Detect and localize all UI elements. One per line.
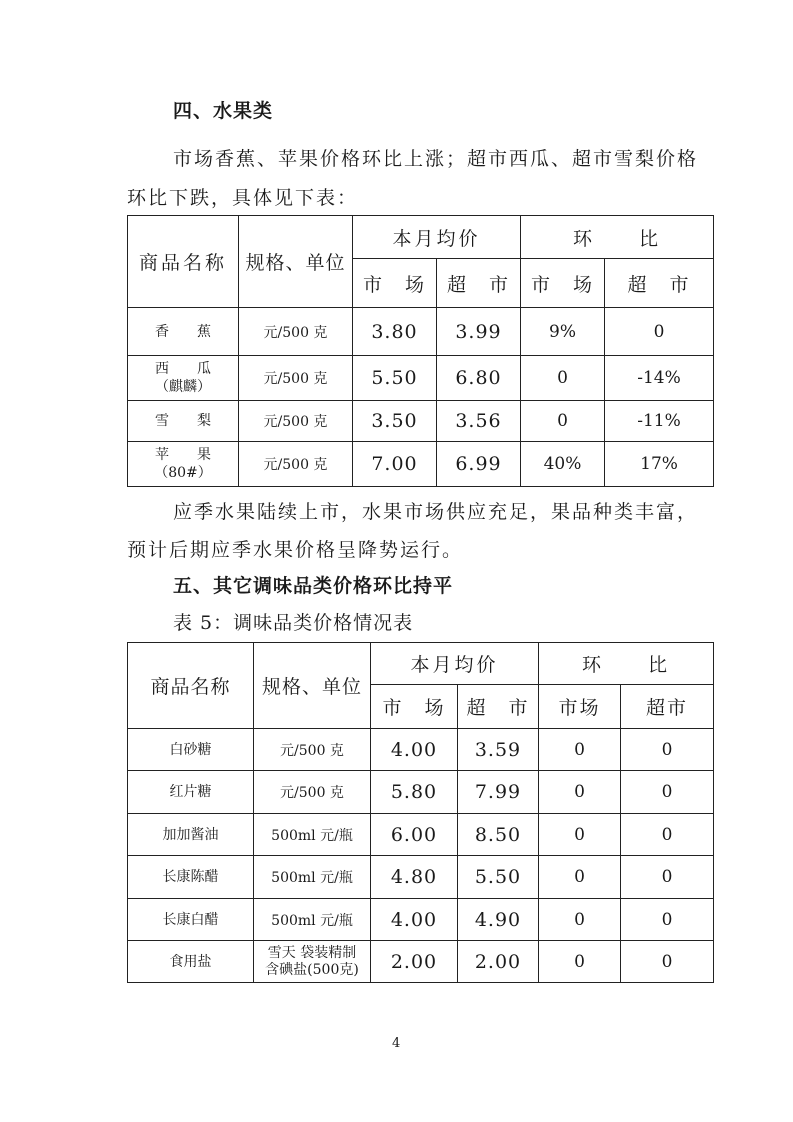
cell-spec: 元/500 克	[254, 729, 371, 771]
cell-supermarket-price: 6.80	[437, 356, 521, 401]
table-caption: 表 5：调味品类价格情况表	[173, 612, 414, 634]
cell-spec: 元/500 克	[239, 442, 353, 487]
cell-name: 加加酱油	[128, 814, 254, 856]
cell-market-price: 4.00	[371, 899, 458, 941]
cell-spec: 雪天 袋装精制 含碘盐(500克)	[254, 941, 371, 983]
table-header-row	[128, 216, 714, 259]
cell-mom-market: 0	[521, 401, 605, 442]
cell-market-price: 3.50	[353, 401, 437, 442]
cell-mom-supermarket: 0	[621, 899, 714, 941]
cell-supermarket-price: 3.99	[437, 308, 521, 356]
header-name: 商品名称	[128, 216, 239, 308]
cell-spec: 500ml 元/瓶	[254, 814, 371, 856]
header-market: 市 场	[353, 259, 437, 308]
cell-spec: 元/500 克	[239, 356, 353, 401]
header-mom-supermarket: 超市	[621, 685, 714, 729]
fruit-intro-line2: 环比下跌，具体见下表：	[127, 187, 359, 209]
cell-spec: 500ml 元/瓶	[254, 856, 371, 899]
header-mom: 环 比	[539, 643, 714, 685]
cell-mom-supermarket: -14%	[605, 356, 714, 401]
header-supermarket: 超 市	[437, 259, 521, 308]
fruit-outro-line1: 应季水果陆续上市，水果市场供应充足，果品种类丰富，	[173, 501, 699, 523]
cell-mom-supermarket: -11%	[605, 401, 714, 442]
header-mom-supermarket: 超 市	[605, 259, 714, 308]
cell-mom-supermarket: 0	[621, 814, 714, 856]
cell-supermarket-price: 2.00	[458, 941, 539, 983]
seasoning-price-table	[127, 642, 714, 983]
cell-mom-supermarket: 17%	[605, 442, 714, 487]
cell-mom-supermarket: 0	[621, 941, 714, 983]
page-number: 4	[392, 1036, 401, 1051]
cell-name: 白砂糖	[128, 729, 254, 771]
table-row	[128, 308, 714, 356]
fruit-price-table	[127, 215, 714, 487]
section-heading-seasoning: 五、其它调味品类价格环比持平	[173, 575, 454, 597]
cell-name: 红片糖	[128, 771, 254, 814]
header-market: 市 场	[371, 685, 458, 729]
cell-name: 苹 果 （80#）	[128, 442, 239, 487]
table-row	[128, 856, 714, 899]
cell-supermarket-price: 4.90	[458, 899, 539, 941]
cell-market-price: 2.00	[371, 941, 458, 983]
cell-supermarket-price: 3.59	[458, 729, 539, 771]
cell-mom-market: 9%	[521, 308, 605, 356]
cell-name: 长康白醋	[128, 899, 254, 941]
table-row	[128, 442, 714, 487]
fruit-outro-line2: 预计后期应季水果价格呈降势运行。	[127, 539, 464, 561]
header-supermarket: 超 市	[458, 685, 539, 729]
cell-name: 雪 梨	[128, 401, 239, 442]
table-row	[128, 771, 714, 814]
header-spec: 规格、单位	[239, 216, 353, 308]
header-mom-market: 市场	[539, 685, 621, 729]
cell-market-price: 4.80	[371, 856, 458, 899]
cell-spec: 500ml 元/瓶	[254, 899, 371, 941]
section-heading-fruit: 四、水果类	[173, 100, 274, 122]
cell-supermarket-price: 8.50	[458, 814, 539, 856]
cell-spec: 元/500 克	[239, 401, 353, 442]
cell-mom-market: 0	[539, 814, 621, 856]
table-header-row	[128, 643, 714, 685]
header-mom-market: 市 场	[521, 259, 605, 308]
cell-market-price: 4.00	[371, 729, 458, 771]
table-row	[128, 814, 714, 856]
cell-mom-supermarket: 0	[605, 308, 714, 356]
cell-market-price: 5.50	[353, 356, 437, 401]
cell-supermarket-price: 3.56	[437, 401, 521, 442]
cell-mom-supermarket: 0	[621, 729, 714, 771]
cell-mom-market: 0	[539, 856, 621, 899]
header-avg-price: 本月均价	[353, 216, 521, 259]
cell-name: 香 蕉	[128, 308, 239, 356]
cell-name: 食用盐	[128, 941, 254, 983]
cell-supermarket-price: 6.99	[437, 442, 521, 487]
table-row	[128, 356, 714, 401]
table-row	[128, 899, 714, 941]
cell-market-price: 7.00	[353, 442, 437, 487]
cell-mom-market: 0	[539, 729, 621, 771]
cell-mom-market: 40%	[521, 442, 605, 487]
cell-mom-supermarket: 0	[621, 856, 714, 899]
cell-mom-supermarket: 0	[621, 771, 714, 814]
table-row	[128, 729, 714, 771]
header-mom: 环 比	[521, 216, 714, 259]
cell-supermarket-price: 7.99	[458, 771, 539, 814]
header-name: 商品名称	[128, 643, 254, 729]
cell-spec: 元/500 克	[254, 771, 371, 814]
cell-mom-market: 0	[539, 899, 621, 941]
cell-mom-market: 0	[539, 941, 621, 983]
fruit-intro-line1: 市场香蕉、苹果价格环比上涨；超市西瓜、超市雪梨价格	[173, 148, 699, 170]
cell-name: 长康陈醋	[128, 856, 254, 899]
cell-mom-market: 0	[539, 771, 621, 814]
cell-spec: 元/500 克	[239, 308, 353, 356]
cell-market-price: 5.80	[371, 771, 458, 814]
cell-market-price: 6.00	[371, 814, 458, 856]
cell-mom-market: 0	[521, 356, 605, 401]
cell-market-price: 3.80	[353, 308, 437, 356]
table-row	[128, 941, 714, 983]
header-spec: 规格、单位	[254, 643, 371, 729]
cell-name: 西 瓜 （麒麟）	[128, 356, 239, 401]
header-avg-price: 本月均价	[371, 643, 539, 685]
table-row	[128, 401, 714, 442]
cell-supermarket-price: 5.50	[458, 856, 539, 899]
